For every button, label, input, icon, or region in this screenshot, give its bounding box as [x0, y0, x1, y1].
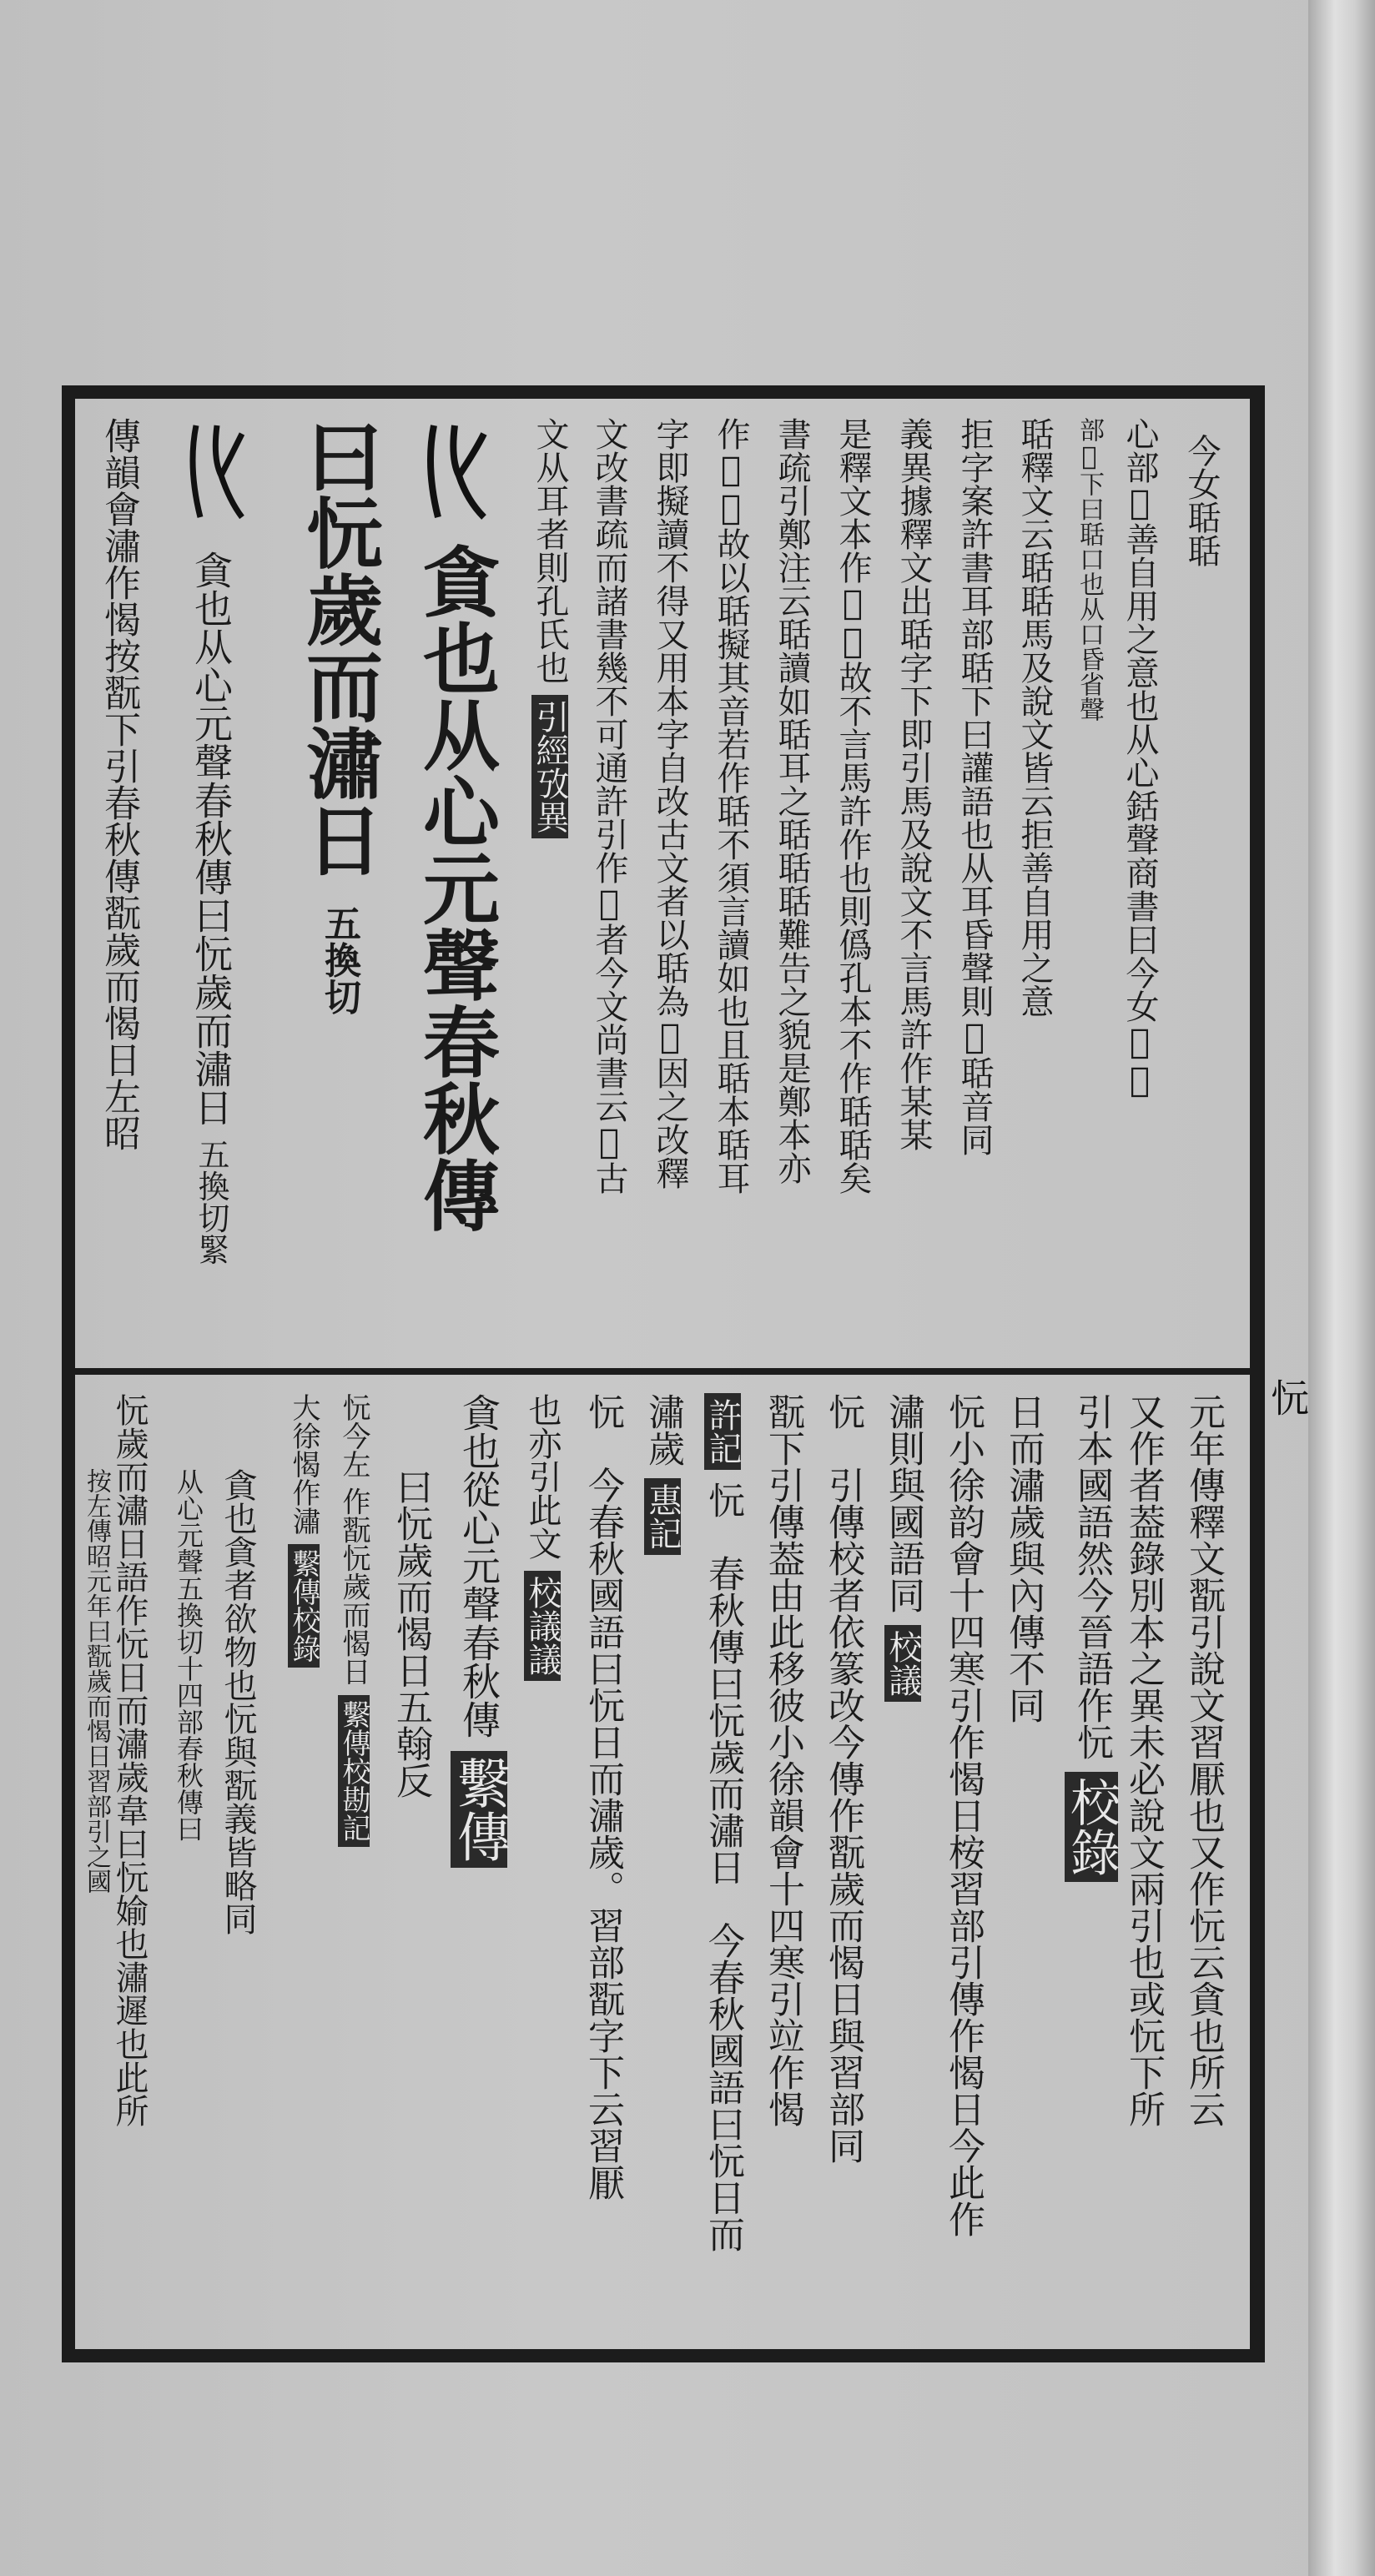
label-jiaoyi: 校議: [884, 1625, 921, 1702]
bottom-col-16-text: 大徐愒作潚: [287, 1393, 320, 1535]
top-col-2: 心部𢡤善自用之意也从心銛聲商書曰今女𢡤𢡤: [1121, 417, 1159, 1099]
top-col-8: 作𢡤𢡤故以聒擬其音若作聒不須言讀如也且聒本聒耳: [712, 417, 750, 1195]
bottom-col-1: 元年傳釋文翫引說文習厭也又作忨云貪也所云: [1182, 1393, 1225, 2127]
bottom-col-15: [338, 1393, 370, 1847]
top-col-1: 今女聒聒: [1182, 434, 1221, 567]
top-col-11: [531, 417, 568, 838]
bottom-col-18b: 按左傳昭元年曰翫歲而愒日習部引之國: [82, 1468, 111, 1894]
top-col-13: 傳韻會潚作愒按翫下引春秋傳翫歲而愒日左昭: [98, 417, 140, 1151]
top-col-10: 文改書疏而諸書幾不可通許引作𢡤者今文尚書云𢡤古: [590, 417, 628, 1195]
top-col-7: 書疏引鄭注云聒讀如聒耳之聒聒聒難告之貌是鄭本亦: [773, 417, 811, 1185]
top-col-12: [189, 551, 234, 1265]
bottom-col-6-text: 潚則與國語同: [882, 1393, 924, 1613]
bottom-col-9-text: 忨 春秋傳曰忨歲而潚日 今春秋國語曰忨日而: [702, 1482, 744, 2252]
top-col-12-note: 五換切緊: [193, 1138, 229, 1265]
seal-glyph-1: [417, 417, 492, 545]
top-col-9: 字即擬讀不得又用本字自改古文者以聒為𢡤因之改釋: [651, 417, 689, 1190]
label-jiaolu: 校錄: [1065, 1772, 1118, 1882]
big-heading-1: 貪也从心元聲春秋傳: [410, 542, 501, 1233]
bottom-col-15-text-b: 作翫忨歲而愒日: [337, 1487, 370, 1686]
bottom-col-6: [882, 1393, 924, 1702]
bottom-col-12-text: 也亦引此文: [523, 1393, 562, 1560]
bottom-col-3: [1062, 1393, 1121, 1882]
top-col-12-text: 貪也从心元聲春秋傳曰忨歲而潚日: [189, 551, 234, 1126]
label-xichuan-jiaokanji: 繫傳校勘記: [338, 1695, 370, 1847]
top-col-11-text: 文从耳者則孔氏也: [531, 417, 569, 684]
book-spine: [1308, 0, 1375, 2576]
bottom-col-11: 忨 今春秋國語曰忨日而潚歲。習部翫字下云習厭: [582, 1393, 624, 2201]
bottom-col-13-text: 貪也從心元聲春秋傳: [456, 1393, 501, 1738]
big-heading-2: [294, 417, 384, 1015]
bottom-col-13: [448, 1393, 510, 1868]
bottom-col-14: 曰忨歲而愒日五翰反: [390, 1468, 432, 1799]
section-divider: [75, 1368, 1252, 1375]
top-col-5: 義異據釋文出聒字下即引馬及說文不言馬許作某某: [894, 417, 933, 1151]
bottom-col-16: [288, 1393, 320, 1668]
label-xichuan-jiaolu: 繫傳校錄: [288, 1544, 320, 1668]
bottom-col-10: [642, 1393, 684, 1555]
bottom-col-17b: 从心元聲五換切十四部春秋傳曰: [173, 1468, 204, 1842]
top-col-6: 是釋文本作𢡤𢡤故不言馬許作也則僞孔本不作聒聒矣: [834, 417, 872, 1195]
bottom-col-5: 忨小徐韵會十四寒引作愒日桉習部引傳作愒日今此作: [942, 1393, 985, 2237]
label-yinjing: 引經攷異: [531, 695, 568, 838]
bottom-col-17: 貪也貪者欲物也忨與翫義皆略同: [219, 1468, 257, 1935]
big-heading-2-text: 曰忨歲而潚日: [294, 417, 384, 878]
bottom-col-15-text: 忨今左: [337, 1393, 370, 1478]
top-col-4: 拒字案許書耳部聒下曰讙語也从耳昏聲則𢡤聒音同: [955, 417, 994, 1156]
bottom-col-18: 忨歲而潚日語作忨日而潚歲韋曰忨媮也潚遲也此所: [110, 1393, 149, 2127]
bottom-col-4: 日而潚歲與內傳不同: [1002, 1393, 1045, 1723]
seal-glyph-2: [184, 417, 250, 529]
bottom-col-8: 翫下引傳葢由此移彼小徐韻會十四寒引竝作愒: [762, 1393, 804, 2127]
bottom-col-10-text: 潚歲: [642, 1393, 684, 1467]
bottom-col-3-text: 引本國語然今晉語作忨: [1070, 1393, 1113, 1760]
label-jiaoyiyi: 校議議: [524, 1571, 561, 1681]
label-huiji: 惠記: [644, 1478, 681, 1555]
margin-rule: [1250, 399, 1253, 2351]
big-heading-2-note: 五換切: [318, 904, 360, 1015]
top-col-3: 聒釋文云聒聒馬及說文皆云拒善自用之意: [1015, 417, 1054, 1018]
bottom-col-2: 又作者葢錄別本之異未必說文兩引也或忨下所: [1122, 1393, 1165, 2127]
top-col-2b: 部𢡤下曰聒口也从口昏省聲: [1075, 417, 1104, 722]
label-xichuan: 繫傳: [451, 1751, 507, 1868]
margin-header: 忨: [1265, 1378, 1310, 1416]
label-xuji: 許記: [704, 1393, 741, 1470]
bottom-col-12: [524, 1393, 561, 1681]
bottom-col-9: [702, 1393, 744, 2252]
bottom-col-7: 忨 引傳校者依篆改今傳作翫歲而愒日與習部同: [822, 1393, 864, 2164]
